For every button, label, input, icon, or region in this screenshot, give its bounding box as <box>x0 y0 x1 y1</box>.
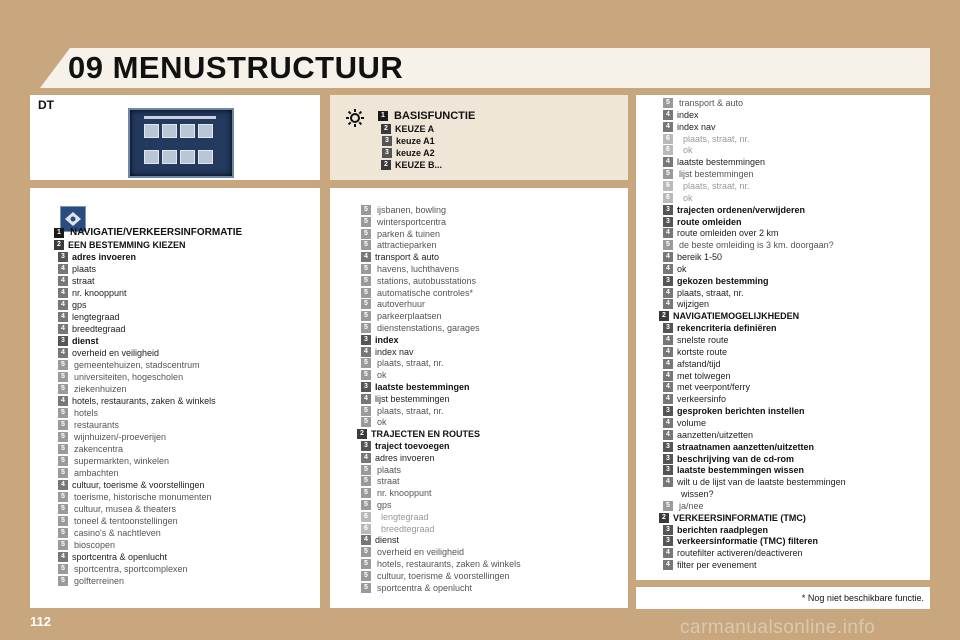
menu-item-label: beschrijving van de cd-rom <box>677 453 795 464</box>
menu-item-label: trajecten ordenen/verwijderen <box>677 204 806 215</box>
menu-item-label: havens, luchthavens <box>377 264 460 274</box>
menu-item-label: breedtegraad <box>72 324 126 334</box>
menu-item-label: ok <box>377 370 387 381</box>
menu-item-label: ziekenhuizen <box>74 384 127 394</box>
menu-item-label: afstand/tijd <box>677 358 721 369</box>
level-badge: 2 <box>659 513 669 523</box>
menu-item-label: parken & tuinen <box>377 228 441 239</box>
level-badge: 4 <box>663 394 673 404</box>
menu-item-label: lijst bestemmingen <box>679 169 754 180</box>
level-badge: 2 <box>381 160 391 170</box>
menu-item-label: route omleiden <box>677 216 742 227</box>
menu-item-label: toerisme, historische monumenten <box>74 492 212 502</box>
level-badge: 3 <box>663 205 673 215</box>
menu-item-label: transport & auto <box>375 252 440 263</box>
watermark: carmanualsonline.info <box>680 617 876 638</box>
menu-item-label: wijnhuizen/-proeverijen <box>74 432 167 442</box>
level-badge: 1 <box>54 228 64 238</box>
menu-item-label: kortste route <box>677 346 728 357</box>
level-badge: 5 <box>361 406 371 416</box>
menu-item-label: snelste route <box>677 335 729 345</box>
menu-item-label: plaats, straat, nr. <box>683 180 750 191</box>
dt-label: DT <box>38 98 54 112</box>
level-badge: 5 <box>361 240 371 250</box>
menu-item-label: ok <box>377 417 387 428</box>
level-badge: 5 <box>361 264 371 274</box>
menu-item-label: supermarkten, winkelen <box>74 456 170 466</box>
menu-item-label: zakencentra <box>74 444 124 454</box>
level-badge: 4 <box>58 300 68 310</box>
menu-item-label: hotels <box>74 408 99 418</box>
level-badge: 1 <box>378 111 388 121</box>
menu-item-label: plaats, straat, nr. <box>377 405 444 416</box>
menu-item-label: dienstenstations, garages <box>377 323 480 333</box>
level-badge: 5 <box>361 417 371 427</box>
menu-item-label: bereik 1-50 <box>677 252 723 263</box>
menu-item-label: index <box>677 109 699 120</box>
level-badge: 4 <box>663 347 673 357</box>
menu-item-label: universiteiten, hogescholen <box>74 372 184 382</box>
level-badge: 4 <box>58 396 68 406</box>
menu-item-label: keuze A2 <box>396 148 435 158</box>
footnote: * Nog niet beschikbare functie. <box>801 593 924 603</box>
menu-item-label: ambachten <box>74 468 119 478</box>
menu-item-label: sportcentra & openlucht <box>377 582 473 593</box>
menu-item-label: lijst bestemmingen <box>375 393 450 404</box>
level-badge: 5 <box>663 501 673 511</box>
level-badge: 5 <box>58 468 68 478</box>
level-badge: 4 <box>58 348 68 358</box>
menu-item-label: gemeentehuizen, stadscentrum <box>74 360 200 370</box>
menu-item-label: index <box>375 334 399 345</box>
menu-item-label: TRAJECTEN EN ROUTES <box>371 429 481 440</box>
level-badge: 5 <box>361 571 371 581</box>
level-badge: 5 <box>361 323 371 333</box>
menu-item-label: adres invoeren <box>72 252 137 262</box>
level-badge: 5 <box>58 384 68 394</box>
menu-item-label: cultuur, toerisme & voorstellingen <box>72 480 205 490</box>
menu-item-label: routefilter activeren/deactiveren <box>677 548 803 559</box>
menu-item-label: autoverhuur <box>377 299 426 310</box>
level-badge: 3 <box>663 454 673 464</box>
level-badge: 3 <box>663 276 673 286</box>
menu-item-label: plaats, straat, nr. <box>677 287 744 298</box>
level-badge: 5 <box>361 229 371 239</box>
level-badge: 3 <box>58 336 68 346</box>
menu-item-label: parkeerplaatsen <box>377 311 442 322</box>
level-badge: 5 <box>58 432 68 442</box>
menu-item-label: route omleiden over 2 km <box>677 228 779 239</box>
level-badge: 3 <box>663 406 673 416</box>
level-badge: 3 <box>663 536 673 546</box>
menu-item-label: transport & auto <box>679 98 744 108</box>
level-badge: 4 <box>58 324 68 334</box>
level-badge: 4 <box>663 228 673 238</box>
level-badge: 4 <box>361 252 371 262</box>
level-badge: 5 <box>58 360 68 370</box>
menu-item-label: traject toevoegen <box>375 441 450 451</box>
menu-item-label: casino's & nachtleven <box>74 528 161 538</box>
level-badge: 4 <box>663 157 673 167</box>
level-badge: 4 <box>663 430 673 440</box>
menu-item-label: golfterreinen <box>74 576 125 586</box>
menu-item-label: wintersportcentra <box>377 216 447 227</box>
menu-item-label: laatste bestemmingen <box>375 382 470 392</box>
level-badge: 4 <box>663 264 673 274</box>
level-badge: 5 <box>58 372 68 382</box>
level-badge: 3 <box>361 335 371 345</box>
level-badge: 4 <box>58 288 68 298</box>
level-badge: 5 <box>361 276 371 286</box>
level-badge: 4 <box>58 312 68 322</box>
display-screen-illustration <box>128 108 234 178</box>
level-badge: 3 <box>663 323 673 333</box>
menu-item-label: straat <box>377 476 400 487</box>
menu-item-label: ok <box>683 145 693 156</box>
level-badge: 5 <box>361 476 371 486</box>
level-badge: 4 <box>663 359 673 369</box>
level-badge: 4 <box>58 264 68 274</box>
level-badge: 6 <box>663 193 673 203</box>
level-badge: 4 <box>663 122 673 132</box>
level-badge: 5 <box>58 420 68 430</box>
menu-item-label: gesproken berichten instellen <box>677 406 805 417</box>
menu-item-label: nr. knooppunt <box>377 488 432 499</box>
menu-item-label: ok <box>683 192 693 203</box>
menu-item-label: volume <box>677 417 707 428</box>
level-badge: 5 <box>361 488 371 498</box>
menu-item-label: hotels, restaurants, zaken & winkels <box>72 396 216 406</box>
level-badge: 5 <box>361 500 371 510</box>
level-badge: 5 <box>361 205 371 215</box>
level-badge: 6 <box>663 134 673 144</box>
menu-item-label: cultuur, toerisme & voorstellingen <box>377 570 510 581</box>
level-badge: 5 <box>58 576 68 586</box>
level-badge: 5 <box>58 408 68 418</box>
menu-item-label: adres invoeren <box>375 452 435 463</box>
level-badge: 4 <box>58 276 68 286</box>
level-badge: 5 <box>58 444 68 454</box>
menu-item-label: lengtegraad <box>381 511 429 522</box>
menu-item-label: plaats <box>72 264 97 274</box>
menu-item-label: ok <box>677 263 687 274</box>
level-badge: 3 <box>382 148 392 158</box>
menu-item-label: laatste bestemmingen wissen <box>677 465 805 476</box>
level-badge: 5 <box>361 288 371 298</box>
menu-item-label: hotels, restaurants, zaken & winkels <box>377 559 521 569</box>
menu-item-label: overheid en veiligheid <box>377 547 465 558</box>
level-badge: 5 <box>361 217 371 227</box>
menu-item-label: berichten raadplegen <box>677 524 769 535</box>
level-badge: 4 <box>663 548 673 558</box>
menu-item-label: ijsbanen, bowling <box>377 205 447 215</box>
menu-item-label: wissen? <box>681 489 714 500</box>
menu-item-label: index nav <box>375 346 414 357</box>
level-badge: 3 <box>58 252 68 262</box>
level-badge: 2 <box>381 124 391 134</box>
level-badge: 3 <box>663 217 673 227</box>
level-badge: 4 <box>663 371 673 381</box>
settings-icon <box>345 108 365 128</box>
menu-item-label: restaurants <box>74 420 120 430</box>
level-badge: 4 <box>663 382 673 392</box>
menu-item-label: toneel & tentoonstellingen <box>74 516 178 526</box>
page-title: 09 MENUSTRUCTUUR <box>68 50 404 85</box>
level-badge: 4 <box>361 535 371 545</box>
level-badge: 4 <box>663 418 673 428</box>
level-badge: 5 <box>361 547 371 557</box>
level-badge: 5 <box>663 169 673 179</box>
level-badge: 4 <box>663 110 673 120</box>
level-badge: 4 <box>361 394 371 404</box>
menu-item-label: plaats, straat, nr. <box>683 133 750 144</box>
menu-item-label: index nav <box>677 121 716 132</box>
level-badge: 5 <box>58 516 68 526</box>
level-badge: 5 <box>58 504 68 514</box>
level-badge: 6 <box>663 181 673 191</box>
menu-item-label: VERKEERSINFORMATIE (TMC) <box>673 512 806 523</box>
menu-item-label: EEN BESTEMMING KIEZEN <box>68 240 186 250</box>
menu-item-label: automatische controles* <box>377 287 474 298</box>
level-badge: 4 <box>663 335 673 345</box>
menu-item-label: rekencriteria definiëren <box>677 323 777 334</box>
menu-item-label: ja/nee <box>679 500 704 511</box>
level-badge: 3 <box>361 382 371 392</box>
level-badge: 3 <box>382 136 392 146</box>
menu-item-label: straat <box>72 276 95 286</box>
level-badge: 3 <box>361 441 371 451</box>
level-badge: 4 <box>663 477 673 487</box>
menu-item-label: cultuur, musea & theaters <box>74 504 177 514</box>
level-badge: 5 <box>663 240 673 250</box>
level-badge: 5 <box>361 370 371 380</box>
menu-item-label: laatste bestemmingen <box>677 157 766 168</box>
menu-item-label: straatnamen aanzetten/uitzetten <box>677 441 815 452</box>
menu-item-label: dienst <box>375 535 400 546</box>
menu-item-label: filter per evenement <box>677 560 757 571</box>
level-badge: 3 <box>663 442 673 452</box>
page-number: 112 <box>30 614 51 629</box>
level-badge: 5 <box>361 559 371 569</box>
menu-item-label: attractieparken <box>377 240 437 251</box>
level-badge: 4 <box>361 347 371 357</box>
level-badge: 5 <box>663 98 673 108</box>
menu-item-label: bioscopen <box>74 540 116 550</box>
level-badge: 6 <box>663 145 673 155</box>
menu-item-label: met tolwegen <box>677 370 731 381</box>
menu-item-label: keuze A1 <box>396 136 435 146</box>
level-badge: 5 <box>361 299 371 309</box>
level-badge: 5 <box>58 528 68 538</box>
menu-item-label: NAVIGATIEMOGELIJKHEDEN <box>673 311 800 322</box>
level-badge: 4 <box>663 252 673 262</box>
menu-item-label: breedtegraad <box>381 523 435 534</box>
level-badge: 5 <box>361 465 371 475</box>
menu-item-label: verkeersinfo <box>677 394 727 405</box>
level-badge: 2 <box>659 311 669 321</box>
menu-item-label: dienst <box>72 336 99 346</box>
level-badge: 4 <box>663 299 673 309</box>
level-badge: 2 <box>357 429 367 439</box>
level-badge: 5 <box>58 540 68 550</box>
level-badge: 4 <box>663 288 673 298</box>
menu-item-label: gekozen bestemming <box>677 275 769 286</box>
level-badge: 5 <box>58 564 68 574</box>
menu-item-label: lengtegraad <box>72 312 120 322</box>
menu-item-label: gps <box>377 500 392 510</box>
level-badge: 5 <box>361 583 371 593</box>
menu-item-label: plaats, straat, nr. <box>377 358 444 369</box>
menu-item-label: met veerpont/ferry <box>677 382 751 393</box>
menu-item-label: wijzigen <box>677 299 710 310</box>
level-badge: 4 <box>58 552 68 562</box>
menu-item-label: BASISFUNCTIE <box>394 110 476 122</box>
menu-item-label: sportcentra, sportcomplexen <box>74 564 188 574</box>
level-badge: 6 <box>361 512 371 522</box>
level-badge: 6 <box>361 524 371 534</box>
level-badge: 4 <box>58 480 68 490</box>
menu-item-label: verkeersinformatie (TMC) filteren <box>677 536 819 547</box>
legend-panel <box>330 95 628 180</box>
menu-item-label: aanzetten/uitzetten <box>677 429 754 440</box>
menu-item-label: gps <box>72 300 87 310</box>
level-badge: 3 <box>663 525 673 535</box>
menu-item-label: KEUZE A <box>395 124 435 134</box>
menu-item-label: NAVIGATIE/VERKEERSINFORMATIE <box>70 227 243 238</box>
menu-item-label: nr. knooppunt <box>72 288 127 298</box>
menu-item-label: stations, autobusstations <box>377 275 477 286</box>
menu-item-label: KEUZE B... <box>395 160 443 170</box>
level-badge: 5 <box>361 311 371 321</box>
level-badge: 5 <box>58 492 68 502</box>
menu-item-label: overheid en veiligheid <box>72 348 160 358</box>
menu-item-label: de beste omleiding is 3 km. doorgaan? <box>679 240 834 251</box>
level-badge: 5 <box>361 358 371 368</box>
menu-item-label: plaats <box>377 464 402 475</box>
level-badge: 4 <box>361 453 371 463</box>
menu-item-label: sportcentra & openlucht <box>72 552 168 562</box>
level-badge: 5 <box>58 456 68 466</box>
level-badge: 4 <box>663 560 673 570</box>
menu-item-label: wilt u de lijst van de laatste bestemmingen <box>677 477 846 488</box>
level-badge: 2 <box>54 240 64 250</box>
level-badge: 3 <box>663 465 673 475</box>
